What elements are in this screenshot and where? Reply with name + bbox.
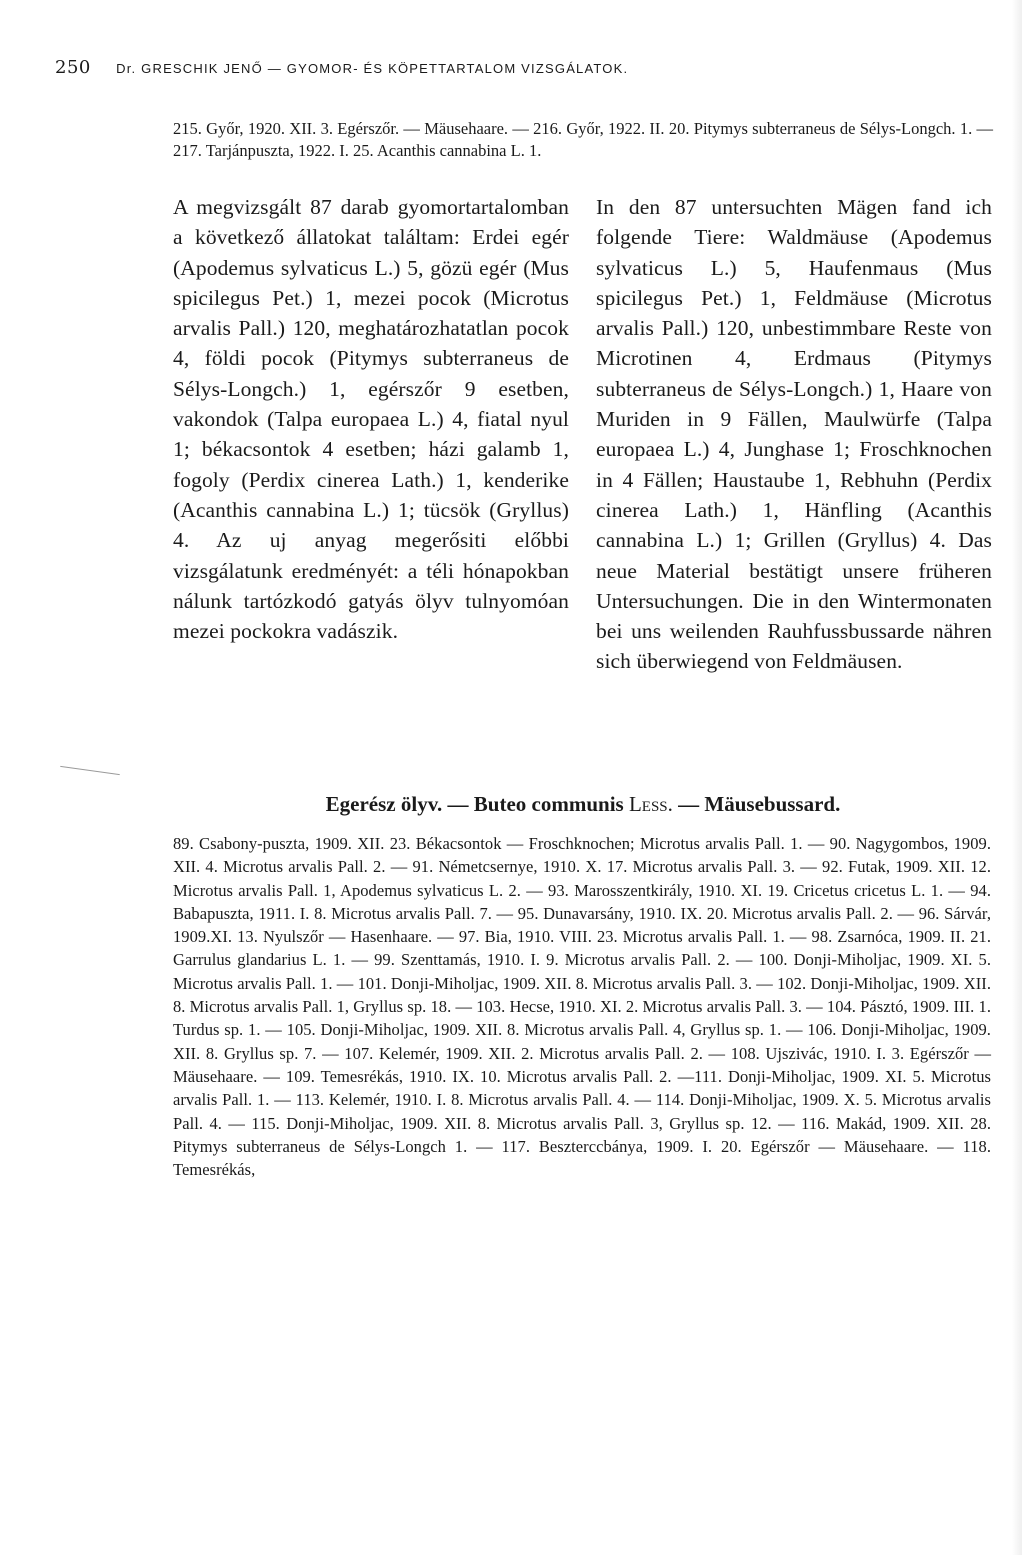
- intro-records-text: 215. Győr, 1920. XII. 3. Egérszőr. — Mäusehaare. — 216. Győr, 1922. II. 20. Pitymys subterraneus de Sélys-Longch. 1. — 217. Tarjánpuszta, 1922. I. 25. Acanthis cannabina L. 1.: [173, 119, 993, 160]
- page-edge: [1012, 0, 1022, 1555]
- heading-hungarian: Egerész ölyv.: [325, 792, 443, 816]
- records-block: [173, 832, 991, 1181]
- hungarian-column: [173, 192, 569, 646]
- intro-records: [173, 118, 993, 161]
- heading-dash-1: —: [447, 792, 469, 816]
- section-heading: [173, 792, 993, 817]
- german-column: [596, 192, 992, 677]
- margin-mark: [60, 766, 120, 775]
- records-text: 89. Csabony-puszta, 1909. XII. 23. Békacsontok — Froschknochen; Microtus arvalis Pall. 1. — 90. Nagygombos, 1909. XII. 4. Microtus arvalis Pall. 2. — 91. Németcsernye, 1910. X. 17. Microtus arvalis Pall. 3. — 92. Futak, 1909. XII. 12. Microtus arvalis Pall. 1, Apodemus sylvaticus L. 2. — 93. Marosszentkirály, 1910. XI. 19. Cricetus cricetus L. 1. — 94. Babapuszta, 1911. I. 8. Microtus arvalis Pall. 7. — 95. Dunavarsány, 1910. IX. 20. Microtus arvalis Pall. 2. — 96. Sárvár, 1909.XI. 13. Nyulszőr — Hasenhaare. — 97. Bia, 1910. VIII. 23. Microtus arvalis Pall. 1. — 98. Zsarnóca, 1909. II. 21. Garrulus glandarius L. 1. — 99. Szenttamás, 1910. I. 9. Microtus arvalis Pall. 2. — 100. Donji-Miholjac, 1909. XI. 5. Microtus arvalis Pall. 1. — 101. Donji-Miholjac, 1909. XII. 8. Microtus arvalis Pall. 3. — 102. Donji-Miholjac, 1909. XII. 8. Microtus arvalis Pall. 1, Gryllus sp. 18. — 103. Hecse, 1910. XI. 2. Microtus arvalis Pall. 3. — 104. Pásztó, 1909. III. 1. Turdus sp. 1. — 105. Donji-Miholjac, 1909. XII. 8. Microtus arvalis Pall. 4, Gryllus sp. 1. — 106. Donji-Miholjac, 1909. XII. 8. Gryllus sp. 7. — 107. Kelemér, 1909. XII. 2. Microtus arvalis Pall. 2. — 108. Ujszivác, 1910. I. 3. Egérszőr — Mäusehaare. — 109. Temesrékás, 1910. IX. 10. Microtus arvalis Pall. 2. —111. Donji-Miholjac, 1909. XI. 5. Microtus arvalis Pall. 1. — 113. Kelemér, 1910. I. 8. Microtus arvalis Pall. 4. — 114. Donji-Miholjac, 1909. X. 5. Microtus arvalis Pall. 4. — 115. Donji-Miholjac, 1909. XII. 8. Microtus arvalis Pall. 3, Gryllus sp. 12. — 116. Makád, 1909. XII. 28. Pitymys subterraneus de Sélys-Longch 1. — 117. Beszterccbánya, 1909. I. 20. Egérszőr — Mäusehaare. — 118. Temesrékás,: [173, 834, 991, 1180]
- running-header: [55, 57, 955, 78]
- heading-author: Less.: [628, 792, 673, 816]
- german-paragraph: In den 87 untersuchten Mägen fand ich folgende Tiere: Waldmäuse (Apodemus sylvaticus L.) 5, Haufenmaus (Mus spicilegus Pet.) 1, Feldmäuse (Microtus arvalis Pall.) 120, unbestimmbare Reste von Microtinen 4, Erdmaus (Pitymys subterraneus de Sélys-Longch.) 1, Haare von Muriden in 9 Fällen, Maulwürfe (Talpa europaea L.) 4, Junghase 1; Froschknochen in 4 Fällen; Haustaube 1, Rebhuhn (Perdix cinerea Lath.) 1, Hänfling (Acanthis cannabina L.) 1; Grillen (Gryllus) 4. Das neue Material bestätigt unsere früheren Untersuchungen. Die in den Wintermonaten bei uns weilenden Rauhfussbussarde nähren sich überwiegend von Feldmäusen.: [596, 195, 992, 674]
- heading-german: Mäusebussard.: [704, 792, 841, 816]
- heading-dash-2: —: [678, 792, 700, 816]
- page-number: 250: [55, 57, 91, 78]
- hungarian-paragraph: A megvizsgált 87 darab gyomortartalomban a következő állatokat találtam: Erdei egér (Apodemus sylvaticus L.) 5, gözü egér (Mus spicilegus Pet.) 1, mezei pocok (Microtus arvalis Pall.) 120, meghatározhatatlan pocok 4, földi pocok (Pitymys subterraneus de Sélys-Longch.) 1, egérszőr 9 esetben, vakondok (Talpa europaea L.) 4, fiatal nyul 1; békacsontok 4 esetben; házi galamb 1, fogoly (Perdix cinerea Lath.) 1, kenderike (Acanthis cannabina L.) 1; tücsök (Gryllus) 4. Az uj anyag megerősiti előbbi vizsgálatunk eredményét: a téli hónapokban nálunk tartózkodó gatyás ölyv tulnyomóan mezei pockokra vadászik.: [173, 195, 569, 644]
- running-title: Dr. GRESCHIK JENŐ — GYOMOR- ÉS KÖPETTARTALOM VIZSGÁLATOK.: [116, 61, 629, 76]
- heading-latin: Buteo communis: [473, 792, 624, 816]
